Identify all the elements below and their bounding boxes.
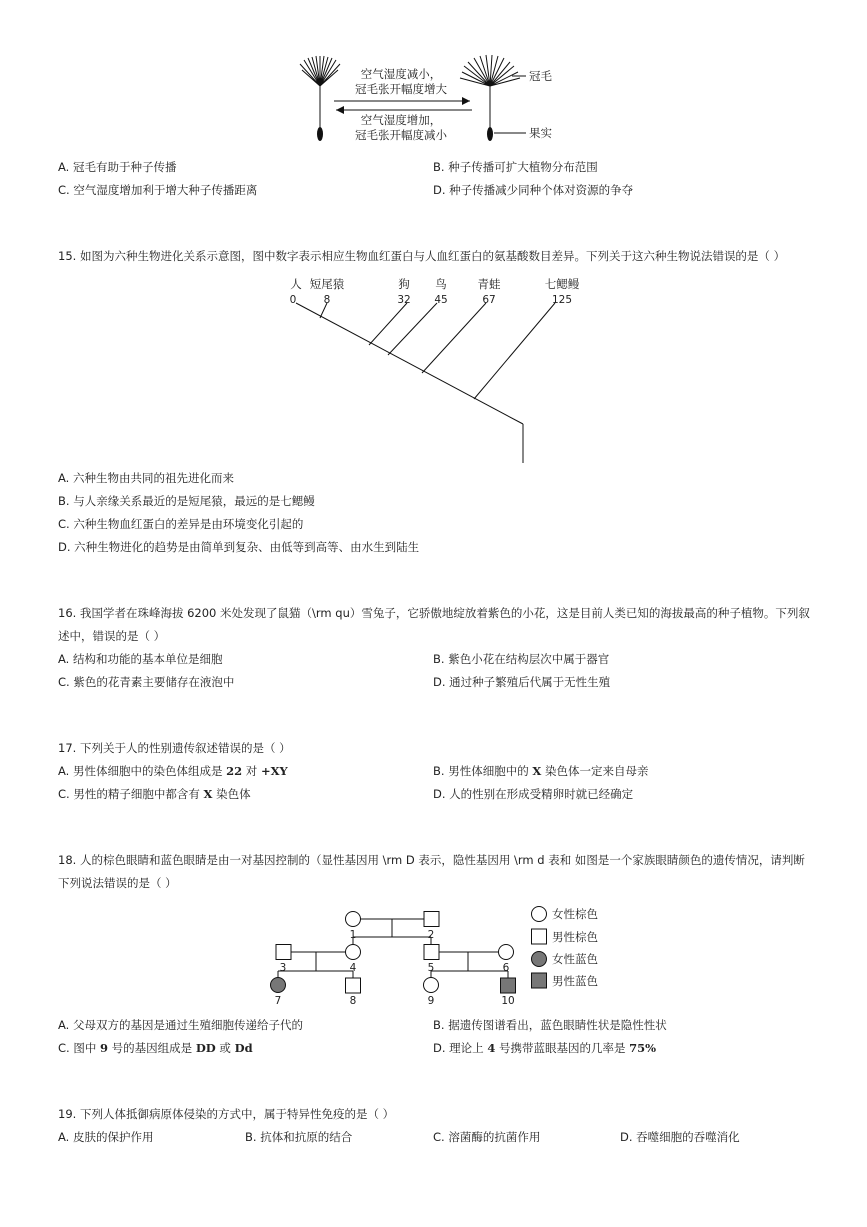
pedigree-8-male-brown xyxy=(346,978,361,993)
q15-option-d[interactable]: D. 六种生物进化的趋势是由简单到复杂、由低等到高等、由水生到陆生 xyxy=(58,540,420,554)
seed-open-pappus-icon xyxy=(460,55,520,128)
seed-closed-pappus-icon xyxy=(300,56,340,128)
q18-stem-line-1: 18. 人的棕色眼睛和蓝色眼睛是由一对基因控制的（显性基因用 \rm D 表示，隐性基因用 \rm d 表和 如图是一个家族眼睛颜色的遗传情况，请判断 xyxy=(58,853,805,867)
pedigree-id-label: 10 xyxy=(501,995,515,1007)
q19-option-b[interactable]: B. 抗体和抗原的结合 xyxy=(245,1130,353,1144)
pedigree-id-label: 9 xyxy=(427,995,435,1007)
q15-option-a[interactable]: A. 六种生物由共同的祖先进化而来 xyxy=(58,471,234,485)
legend-male-blue-icon xyxy=(532,973,547,988)
q19-option-d[interactable]: D. 吞噬细胞的吞噬消化 xyxy=(620,1130,740,1144)
tree-species-name: 人 xyxy=(290,277,302,291)
q15-option-b[interactable]: B. 与人亲缘关系最近的是短尾猿，最远的是七鳃鳗 xyxy=(58,494,315,508)
dandelion-figure xyxy=(0,0,867,160)
arrow-bottom-line-1: 空气湿度增加， xyxy=(360,113,442,127)
q17-option-d[interactable]: D. 人的性别在形成受精卵时就已经确定 xyxy=(433,787,634,801)
legend-female-blue: 女性蓝色 xyxy=(552,952,598,966)
pedigree-id-label: 6 xyxy=(502,962,510,974)
q17-option-b[interactable]: B. 男性体细胞中的 X 染色体一定来自母亲 xyxy=(433,764,649,778)
legend-male-brown-icon xyxy=(532,929,547,944)
tree-species-name: 青蛙 xyxy=(477,277,501,291)
pedigree-9-female-brown xyxy=(424,978,439,993)
q17-stem: 17. 下列关于人的性别遗传叙述错误的是（ ） xyxy=(58,741,291,755)
legend-female-brown: 女性棕色 xyxy=(552,907,598,921)
pedigree-5-male-brown xyxy=(424,945,439,960)
pedigree-7-female-blue xyxy=(271,978,286,993)
q14-option-b[interactable]: B. 种子传播可扩大植物分布范围 xyxy=(433,160,598,174)
q17-option-a[interactable]: A. 男性体细胞中的染色体组成是 22 对 +XY xyxy=(58,764,288,778)
q19-option-c[interactable]: C. 溶菌酶的抗菌作用 xyxy=(433,1130,541,1144)
q18-option-b[interactable]: B. 据遗传图谱看出，蓝色眼睛性状是隐性性状 xyxy=(433,1018,667,1032)
q16-option-c[interactable]: C. 紫色的花青素主要储存在液泡中 xyxy=(58,675,235,689)
legend-male-blue: 男性蓝色 xyxy=(552,974,598,988)
pedigree-id-label: 4 xyxy=(349,962,357,974)
legend-male-brown: 男性棕色 xyxy=(552,930,598,944)
arrow-bottom-line-2: 冠毛张开幅度减小 xyxy=(355,128,447,142)
pedigree-10-male-blue xyxy=(501,978,516,993)
pedigree-3-male-brown xyxy=(276,945,291,960)
tree-difference-value: 67 xyxy=(482,294,496,306)
q15-option-c[interactable]: C. 六种生物血红蛋白的差异是由环境变化引起的 xyxy=(58,517,304,531)
q14-option-c[interactable]: C. 空气湿度增加利于增大种子传播距离 xyxy=(58,183,258,197)
pedigree-id-label: 1 xyxy=(349,929,357,941)
q14-option-a[interactable]: A. 冠毛有助于种子传播 xyxy=(58,160,177,174)
pedigree-id-label: 2 xyxy=(427,929,435,941)
q14-option-d[interactable]: D. 种子传播减少同种个体对资源的争夺 xyxy=(433,183,634,197)
pedigree-id-label: 8 xyxy=(349,995,357,1007)
evolution-tree xyxy=(0,270,867,470)
q16-stem-line-2: 述中，错误的是（ ） xyxy=(58,629,166,643)
q19-stem: 19. 下列人体抵御病原体侵染的方式中，属于特异性免疫的是（ ） xyxy=(58,1107,395,1121)
tree-species-name: 鸟 xyxy=(435,277,447,291)
pappus-label: 冠毛 xyxy=(529,69,552,83)
tree-difference-value: 8 xyxy=(323,294,331,306)
pedigree-id-label: 3 xyxy=(279,962,287,974)
q18-option-c[interactable]: C. 图中 9 号的基因组成是 DD 或 Dd xyxy=(58,1041,253,1055)
q17-option-c[interactable]: C. 男性的精子细胞中都含有 X 染色体 xyxy=(58,787,251,801)
pedigree-id-label: 7 xyxy=(274,995,282,1007)
q18-option-a[interactable]: A. 父母双方的基因是通过生殖细胞传递给子代的 xyxy=(58,1018,303,1032)
pedigree-1-female-brown xyxy=(346,912,361,927)
pedigree-6-female-brown xyxy=(499,945,514,960)
arrow-top-line-2: 冠毛张开幅度增大 xyxy=(355,82,447,96)
pedigree-2-male-brown xyxy=(424,912,439,927)
q19-option-a[interactable]: A. 皮肤的保护作用 xyxy=(58,1130,154,1144)
fruit-label: 果实 xyxy=(529,126,552,140)
legend-female-blue-icon xyxy=(532,952,547,967)
tree-difference-value: 125 xyxy=(551,294,573,306)
legend-female-brown-icon xyxy=(532,907,547,922)
tree-species-name: 狗 xyxy=(398,277,410,291)
q15-stem: 15. 如图为六种生物进化关系示意图，图中数字表示相应生物血红蛋白与人血红蛋白的氨基酸数目差异。下列关于这六种生物说法错误的是（ ） xyxy=(58,249,786,263)
tree-difference-value: 45 xyxy=(434,294,448,306)
pedigree-4-female-brown xyxy=(346,945,361,960)
pedigree-id-label: 5 xyxy=(427,962,435,974)
tree-species-name: 短尾猿 xyxy=(309,277,345,291)
pedigree-chart xyxy=(0,900,867,1010)
q16-option-a[interactable]: A. 结构和功能的基本单位是细胞 xyxy=(58,652,223,666)
q16-option-b[interactable]: B. 紫色小花在结构层次中属于器官 xyxy=(433,652,610,666)
tree-difference-value: 0 xyxy=(289,294,297,306)
q16-option-d[interactable]: D. 通过种子繁殖后代属于无性生殖 xyxy=(433,675,611,689)
arrow-top-line-1: 空气湿度减小， xyxy=(360,67,442,81)
tree-species-name: 七鳃鳗 xyxy=(544,277,580,291)
q18-stem-line-2: 下列说法错误的是（ ） xyxy=(58,876,177,890)
q18-option-d[interactable]: D. 理论上 4 号携带蓝眼基因的几率是 75% xyxy=(433,1041,657,1055)
q16-stem-line-1: 16. 我国学者在珠峰海拔 6200 米处发现了鼠猫（\rm qu）雪兔子，它骄傲地绽放着紫色的小花，这是目前人类已知的海拔最高的种子植物。下列叙 xyxy=(58,606,810,620)
tree-difference-value: 32 xyxy=(397,294,411,306)
